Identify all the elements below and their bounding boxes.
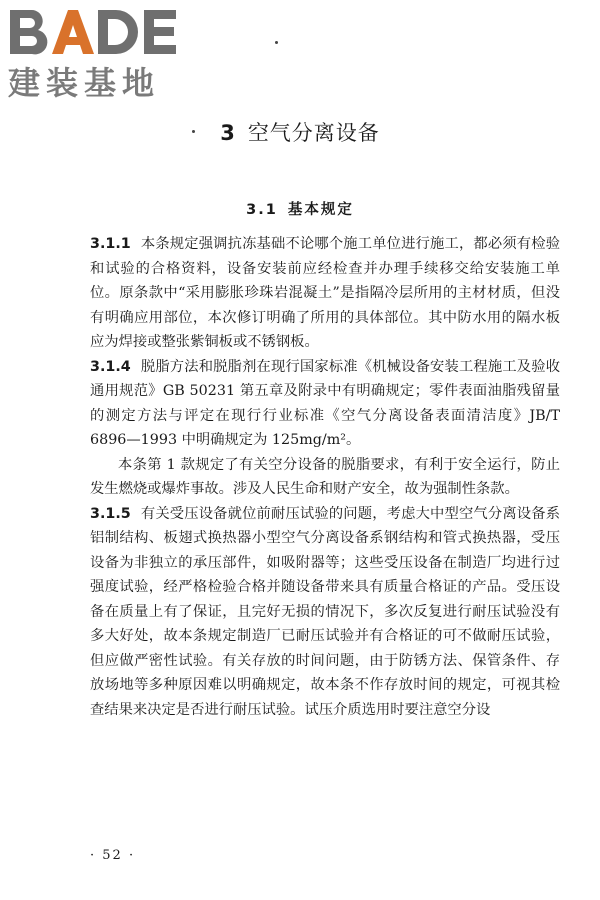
scan-speck: [275, 41, 278, 44]
clause-paragraph: [90, 453, 560, 502]
clause-number: 3.1.5: [90, 505, 131, 522]
chapter-number: 3: [220, 121, 236, 145]
body-text: [90, 232, 560, 722]
clause-text: 脱脂方法和脱脂剂在现行国家标准《机械设备安装工程施工及验收通用规范》GB 50231 第五章及附录中有明确规定；零件表面油脂残留量的测定方法与评定在现行行业标准《空气分离设备表面清洁度》JB/T 6896—1993 中明确规定为 125mg/m²。: [90, 358, 560, 448]
clause-text: 本条第 1 款规定了有关空分设备的脱脂要求，有利于安全运行，防止发生燃烧或爆炸事故。涉及人民生命和财产安全，故为强制性条款。: [90, 456, 560, 497]
clause-paragraph: [90, 502, 560, 723]
clause-number: 3.1.4: [90, 358, 131, 375]
clause-text: 本条规定强调抗冻基础不论哪个施工单位进行施工，都必须有检验和试验的合格资料，设备安装前应经检查并办理手续移交给安装施工单位。原条款中“采用膨胀珍珠岩混凝土”是指隔冷层所用的主材材质，但没有明确应用部位，本次修订明确了所用的具体部位。其中防水用的隔水板应为焊接或整张紫铜板或不锈钢板。: [90, 236, 560, 350]
chapter-title-text: 空气分离设备: [247, 121, 380, 145]
page-number: · 52 ·: [90, 848, 136, 863]
bade-logo-icon: [8, 6, 178, 58]
watermark-logo: [8, 6, 178, 106]
section-title-text: 基本规定: [287, 202, 354, 218]
clause-paragraph: [90, 355, 560, 453]
clause-number: 3.1.1: [90, 236, 131, 252]
clause-text: 有关受压设备就位前耐压试验的问题，考虑大中型空气分离设备系铝制结构、板翅式换热器小型空气分离设备系钢结构和管式换热器，受压设备为非独立的承压部件，如吸附器等；这些受压设备在制造厂均进行过强度试验，经严格检验合格并随设备带来具有质量合格证的产品。受压设备在质量上有了保证，且完好无损的情况下，多次反复进行耐压试验没有多大好处，故本条规定制造厂已耐压试验并有合格证的可不做耐压试验，但应做严密性试验。有关存放的时间问题，由于防锈方法、保管条件、存放场地等多种原因难以明确规定，故本条不作存放时间的规定，可视其检查结果来决定是否进行耐压试验。试压介质选用时要注意空分设: [90, 505, 560, 718]
logo-subtitle: 建装基地: [8, 64, 161, 102]
chapter-title: [0, 117, 600, 147]
section-title: [0, 198, 600, 219]
section-number: 3.1: [246, 202, 278, 218]
clause-paragraph: [90, 232, 560, 355]
